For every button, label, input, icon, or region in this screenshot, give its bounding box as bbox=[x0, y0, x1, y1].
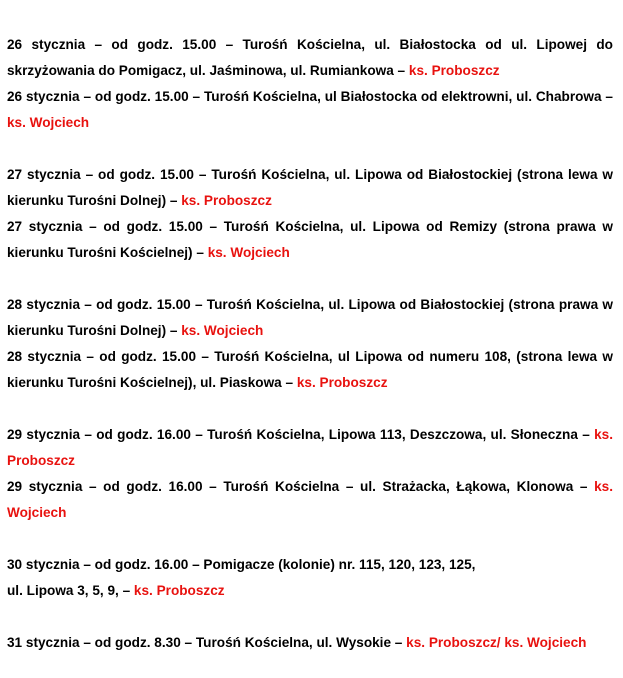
paragraph-gap bbox=[7, 396, 613, 422]
entry-text: 31 stycznia – od godz. 8.30 – Turośń Kościelna, ul. Wysokie – bbox=[7, 635, 407, 650]
visit-schedule bbox=[7, 32, 613, 656]
priest-name: ks. Proboszcz bbox=[181, 193, 272, 208]
priest-name: ks. Wojciech bbox=[7, 479, 613, 520]
entry-text: 28 stycznia – od godz. 15.00 – Turośń Kościelna, ul. Lipowa od Białostockiej (strona prawa w kierunku Turośni Dolnej) – bbox=[7, 297, 613, 338]
entry-text: 26 stycznia – od godz. 15.00 – Turośń Kościelna, ul Białostocka od elektrowni, ul. Chabrowa – bbox=[7, 89, 613, 104]
priest-name: ks. Proboszcz bbox=[133, 583, 225, 598]
priest-name: ks. Proboszcz bbox=[7, 427, 613, 468]
entry-text-continued: ul. Lipowa 3, 5, 9, – bbox=[7, 583, 134, 598]
schedule-entry-jan31 bbox=[7, 630, 613, 656]
schedule-entry-jan29-b bbox=[7, 474, 613, 526]
paragraph-gap bbox=[7, 526, 613, 552]
schedule-entry-jan27-a bbox=[7, 162, 613, 214]
priest-name: ks. Wojciech bbox=[207, 245, 290, 260]
paragraph-gap bbox=[7, 604, 613, 630]
schedule-entry-jan30 bbox=[7, 552, 613, 604]
entry-text: 29 stycznia – od godz. 16.00 – Turośń Kościelna – ul. Strażacka, Łąkowa, Klonowa – bbox=[7, 479, 595, 494]
paragraph-gap bbox=[7, 136, 613, 162]
entry-text: 27 stycznia – od godz. 15.00 – Turośń Kościelna, ul. Lipowa od Białostockiej (strona lewa w kierunku Turośni Dolnej) – bbox=[7, 167, 613, 208]
schedule-entry-jan27-b bbox=[7, 214, 613, 266]
schedule-entry-jan28-b bbox=[7, 344, 613, 396]
schedule-entry-jan29-a bbox=[7, 422, 613, 474]
entry-text: 29 stycznia – od godz. 16.00 – Turośń Kościelna, Lipowa 113, Deszczowa, ul. Słoneczna – bbox=[7, 427, 595, 442]
schedule-entry-jan26-a bbox=[7, 32, 613, 84]
entry-text: 28 stycznia – od godz. 15.00 – Turośń Kościelna, ul Lipowa od numeru 108, (strona lewa w kierunku Turośni Kościelnej), ul. Piaskowa – bbox=[7, 349, 613, 390]
paragraph-gap bbox=[7, 266, 613, 292]
priest-name: ks. Wojciech bbox=[181, 323, 264, 338]
schedule-entry-jan26-b bbox=[7, 84, 613, 136]
priest-name: ks. Proboszcz bbox=[408, 63, 500, 78]
entry-text: 30 stycznia – od godz. 16.00 – Pomigacze (kolonie) nr. 115, 120, 123, 125, bbox=[7, 557, 476, 572]
priest-name: ks. Proboszcz/ ks. Wojciech bbox=[406, 635, 587, 650]
entry-text: 26 stycznia – od godz. 15.00 – Turośń Kościelna, ul. Białostocka od ul. Lipowej do skrzyżowania do Pomigacz, ul. Jaśminowa, ul. Rumiankowa – bbox=[7, 37, 613, 78]
priest-name: ks. Proboszcz bbox=[296, 375, 388, 390]
priest-name: ks. Wojciech bbox=[7, 115, 90, 130]
schedule-entry-jan28-a bbox=[7, 292, 613, 344]
entry-text: 27 stycznia – od godz. 15.00 – Turośń Kościelna, ul. Lipowa od Remizy (strona prawa w kierunku Turośni Kościelnej) – bbox=[7, 219, 613, 260]
